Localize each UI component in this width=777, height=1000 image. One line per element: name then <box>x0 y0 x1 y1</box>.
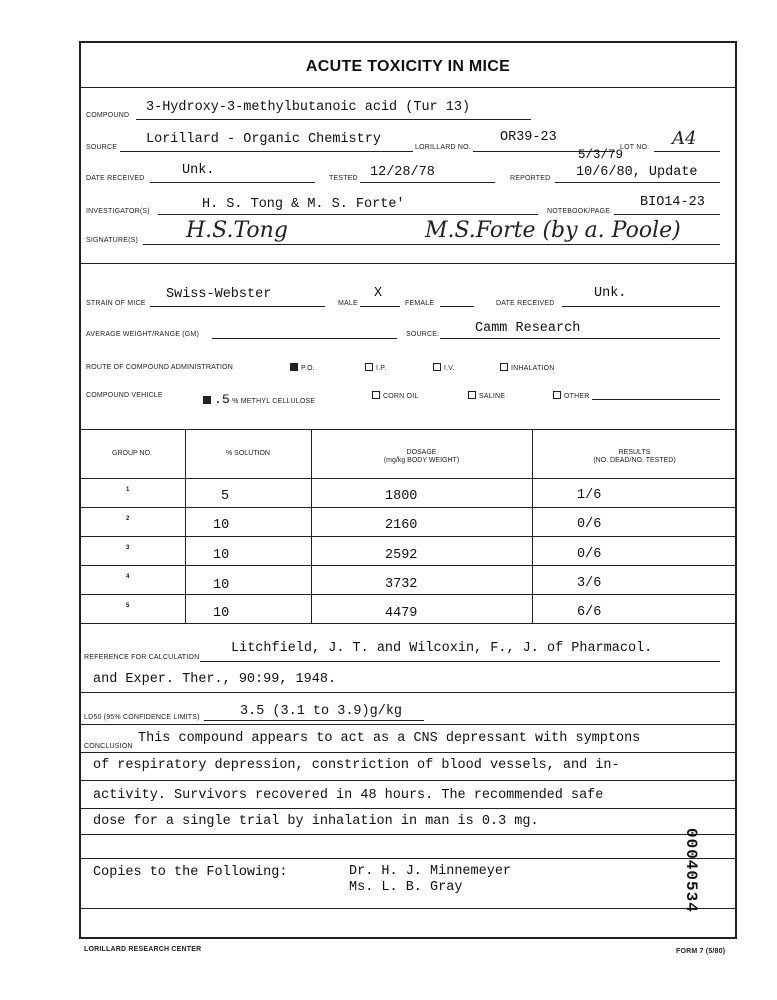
source2-field[interactable]: Camm Research <box>475 321 581 336</box>
reference-field-1[interactable]: Litchfield, J. T. and Wilcoxin, F., J. of Pharmacol. <box>231 641 653 656</box>
ld50-label: LD50 (95% CONFIDENCE LIMITS) <box>84 714 200 721</box>
rule-conc-3 <box>79 808 737 809</box>
conclusion-line-3[interactable]: activity. Survivors recovered in 48 hours. The recommended safe <box>93 788 604 803</box>
rule-row-4 <box>79 594 737 595</box>
cell-solution[interactable]: 10 <box>213 578 230 593</box>
female-label: FEMALE <box>405 300 435 307</box>
lorillard-no-label: LORILLARD NO. <box>415 144 471 151</box>
reference-field-2[interactable]: and Exper. Ther., 90:99, 1948. <box>93 672 337 687</box>
cell-solution[interactable]: 10 <box>213 518 230 533</box>
cell-dosage[interactable]: 4479 <box>385 606 418 621</box>
compound-field[interactable]: 3-Hydroxy-3-methylbutanoic acid (Tur 13) <box>146 100 471 115</box>
source-field[interactable]: Lorillard - Organic Chemistry <box>146 132 381 147</box>
route-inhalation[interactable]: INHALATION <box>500 364 555 372</box>
th-dosage: DOSAGE (mg/kg BODY WEIGHT) <box>383 449 460 464</box>
lot-no-field[interactable]: A4 <box>672 128 697 149</box>
cell-group: 5 <box>126 603 130 609</box>
copies-label: Copies to the Following: <box>93 865 288 880</box>
notebook-label: NOTEBOOK/PAGE <box>547 208 611 215</box>
iv-checkbox[interactable] <box>433 363 441 371</box>
vehicle-other[interactable]: OTHER <box>553 392 590 400</box>
strain-label: STRAIN OF MICE <box>86 300 146 307</box>
investigators-field[interactable]: H. S. Tong & M. S. Forte' <box>202 197 405 212</box>
route-label: ROUTE OF COMPOUND ADMINISTRATION <box>86 364 234 371</box>
lot-no-label: LOT NO. <box>620 144 650 151</box>
cell-result[interactable]: 0/6 <box>577 517 602 532</box>
avg-weight-label: AVERAGE WEIGHT/RANGE (GM) <box>86 331 199 338</box>
po-checkbox[interactable] <box>290 363 298 371</box>
compound-label: COMPOUND <box>86 112 130 119</box>
form-title: ACUTE TOXICITY IN MICE <box>305 58 511 75</box>
copies-recipient-1[interactable]: Dr. H. J. Minnemeyer <box>349 864 512 879</box>
copies-recipient-2[interactable]: Ms. L. B. Gray <box>349 880 463 895</box>
ip-checkbox[interactable] <box>365 363 373 371</box>
rule-table-bottom <box>79 623 737 624</box>
rule-row-3 <box>79 565 737 566</box>
saline-checkbox[interactable] <box>468 391 476 399</box>
cell-dosage[interactable]: 2592 <box>385 548 418 563</box>
rule-reference <box>79 692 737 693</box>
date-received2-label: DATE RECEIVED <box>496 300 555 307</box>
cell-dosage[interactable]: 1800 <box>385 489 418 504</box>
cell-solution[interactable]: 10 <box>213 606 230 621</box>
cell-result[interactable]: 6/6 <box>577 605 602 620</box>
rule-conc-4 <box>79 834 737 835</box>
route-po[interactable]: P.O. <box>290 364 315 372</box>
rule-title <box>79 87 737 88</box>
rule-row-1 <box>79 507 737 508</box>
methyl-pct-field[interactable]: .5 <box>214 392 231 407</box>
th-group: GROUP NO. <box>112 450 152 457</box>
document-stamp-number: 00040534 <box>682 828 700 913</box>
col-rule-1 <box>185 429 186 623</box>
route-ip[interactable]: I.P. <box>365 364 386 372</box>
rule-conc-2 <box>79 780 737 781</box>
cell-result[interactable]: 3/6 <box>577 576 602 591</box>
signature-1: H.S.Tong <box>186 218 288 243</box>
rule-copies-bottom <box>79 908 737 909</box>
vehicle-saline[interactable]: SALINE <box>468 392 505 400</box>
cell-solution[interactable]: 5 <box>221 489 230 504</box>
investigators-label: INVESTIGATOR(S) <box>86 208 150 215</box>
conclusion-line-2[interactable]: of respiratory depression, constriction of blood vessels, and in- <box>93 758 620 773</box>
reported-label: REPORTED <box>510 175 551 182</box>
reference-label: REFERENCE FOR CALCULATION <box>84 654 200 661</box>
route-iv[interactable]: I.V. <box>433 364 455 372</box>
ld50-field[interactable]: 3.5 (3.1 to 3.9)g/kg <box>240 704 403 719</box>
cell-group: 3 <box>126 545 130 551</box>
cell-dosage[interactable]: 2160 <box>385 518 418 533</box>
cell-dosage[interactable]: 3732 <box>385 577 418 592</box>
vehicle-corn-oil[interactable]: CORN OIL <box>372 392 418 400</box>
cell-solution[interactable]: 10 <box>213 548 230 563</box>
tested-field[interactable]: 12/28/78 <box>370 165 435 180</box>
vehicle-label: COMPOUND VEHICLE <box>86 392 163 399</box>
source2-label: SOURCE: <box>406 331 440 338</box>
rule-table-header <box>79 478 737 479</box>
rule-header-bottom <box>79 263 737 264</box>
reported-field-1[interactable]: 5/3/79 <box>578 148 624 162</box>
date-received-field[interactable]: Unk. <box>182 163 215 178</box>
footer-left: LORILLARD RESEARCH CENTER <box>84 946 202 953</box>
inhalation-checkbox[interactable] <box>500 363 508 371</box>
notebook-field[interactable]: BIO14-23 <box>640 195 705 210</box>
methyl-checkbox[interactable] <box>203 396 211 404</box>
male-label: MALE <box>338 300 358 307</box>
conclusion-line-1[interactable]: This compound appears to act as a CNS depressant with symptons <box>138 731 641 746</box>
signature-2: M.S.Forte (by a. Poole) <box>425 218 681 243</box>
conclusion-line-4[interactable]: dose for a single trial by inhalation in man is 0.3 mg. <box>93 814 539 829</box>
date-received2-field[interactable]: Unk. <box>594 286 627 301</box>
th-solution: % SOLUTION <box>226 450 270 457</box>
rule-table-top <box>79 429 737 430</box>
cell-result[interactable]: 0/6 <box>577 547 602 562</box>
rule-copies-top <box>79 858 737 859</box>
rule-conc-1 <box>79 752 737 753</box>
cell-group: 1 <box>126 487 130 493</box>
corn-oil-checkbox[interactable] <box>372 391 380 399</box>
tested-label: TESTED <box>329 175 358 182</box>
cell-result[interactable]: 1/6 <box>577 488 602 503</box>
other-checkbox[interactable] <box>553 391 561 399</box>
th-results: RESULTS (NO. DEAD/NO. TESTED) <box>593 449 676 464</box>
rule-ld50 <box>79 724 737 725</box>
cell-group: 2 <box>126 516 130 522</box>
rule-row-2 <box>79 536 737 537</box>
vehicle-methyl[interactable]: .5 % METHYL CELLULOSE <box>203 392 315 407</box>
conclusion-label: CONCLUSION <box>84 743 133 750</box>
lorillard-no-field[interactable]: OR39-23 <box>500 130 557 145</box>
signatures-label: SIGNATURE(S) <box>86 237 139 244</box>
male-field[interactable]: X <box>374 286 383 301</box>
footer-right: FORM 7 (5/80) <box>676 948 726 955</box>
strain-field[interactable]: Swiss-Webster <box>166 287 272 302</box>
date-received-label: DATE RECEIVED <box>86 175 145 182</box>
cell-group: 4 <box>126 574 130 580</box>
reported-field-2[interactable]: 10/6/80, Update <box>576 165 698 180</box>
source-label: SOURCE <box>86 144 118 151</box>
